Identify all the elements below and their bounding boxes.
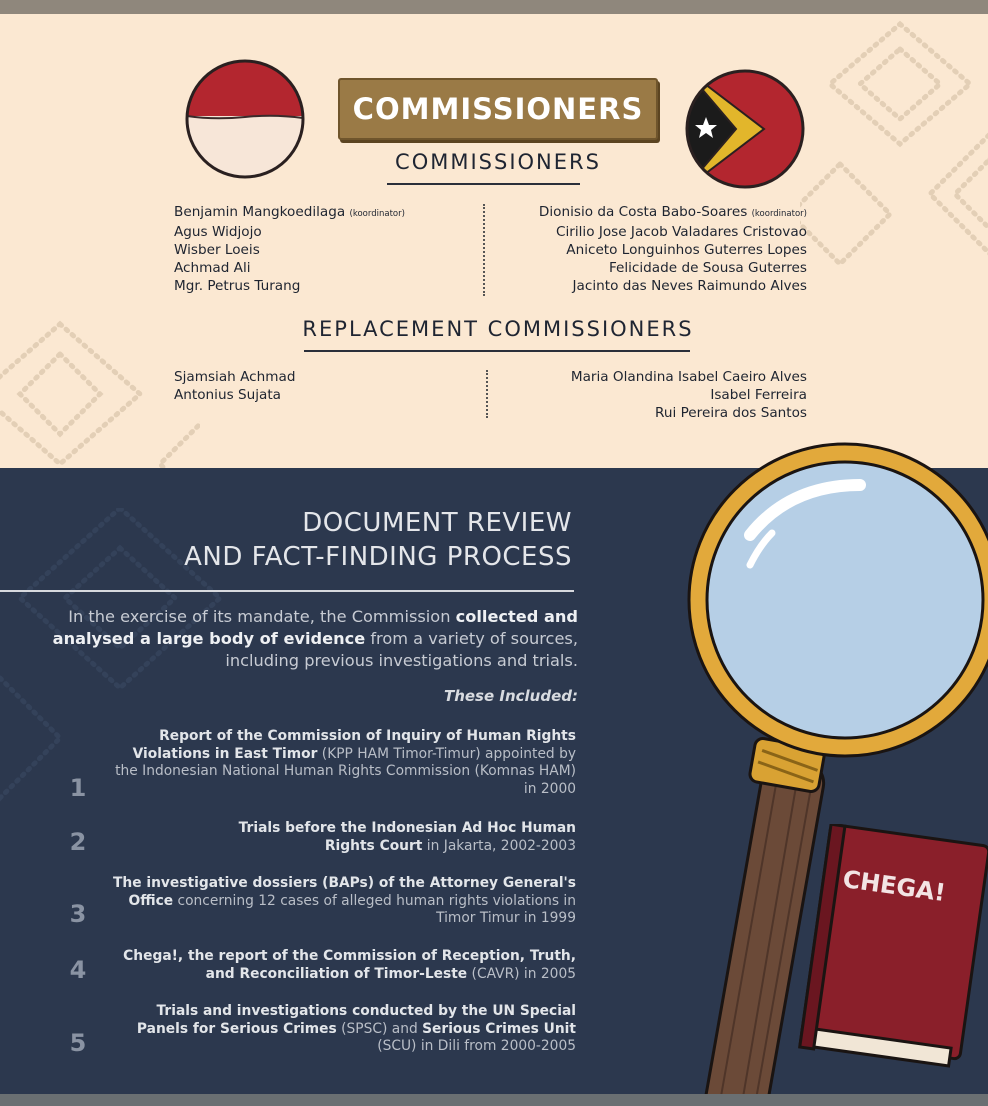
timor-leste-flag-icon	[684, 68, 806, 190]
list-item: Maria Olandina Isabel Caeiro Alves	[570, 369, 807, 385]
bottom-border	[0, 1094, 988, 1106]
timor-leste-commissioners-list	[539, 203, 807, 295]
list-item: Benjamin Mangkoedilaga (koordinator)	[174, 204, 405, 220]
indonesia-replacement-list	[174, 368, 295, 404]
item-number: 2	[69, 828, 87, 856]
evidence-item: The investigative dossiers (BAPs) of the Attorney General's Office concerning 12 cases of alleged human rights violations in Timor Timur in 1999	[112, 875, 576, 926]
list-item: Mgr. Petrus Turang	[174, 278, 301, 294]
list-item: Sjamsiah Achmad	[174, 369, 296, 385]
replacement-rule	[304, 350, 690, 352]
book-title: CHEGA!	[841, 865, 948, 908]
list-item: Antonius Sujata	[174, 387, 281, 403]
chega-book-icon	[793, 824, 988, 1076]
commissioners-rule	[387, 183, 580, 185]
evidence-item: Trials before the Indonesian Ad Hoc Human Rights Court in Jakarta, 2002-2003	[238, 820, 576, 854]
section-title: DOCUMENT REVIEW AND FACT-FINDING PROCESS	[184, 508, 572, 572]
banner-label: COMMISSIONERS	[352, 92, 644, 126]
top-border	[0, 0, 988, 14]
list-item: Aniceto Longuinhos Guterres Lopes	[566, 242, 807, 258]
list-item: Achmad Ali	[174, 260, 251, 276]
indonesia-flag-icon	[184, 58, 306, 180]
commissioners-heading: COMMISSIONERS	[395, 150, 601, 174]
commissioners-section	[0, 14, 988, 468]
column-divider	[486, 370, 488, 418]
list-item: Agus Widjojo	[174, 224, 262, 240]
evidence-item: Chega!, the report of the Commission of Reception, Truth, and Reconciliation of Timor-Leste (CAVR) in 2005	[123, 948, 576, 982]
list-item: Rui Pereira dos Santos	[655, 405, 807, 421]
item-number: 3	[69, 900, 87, 928]
item-number: 1	[69, 774, 87, 802]
evidence-item: Trials and investigations conducted by the UN Special Panels for Serious Crimes (SPSC) and Serious Crimes Unit (SCU) in Dili from 2000-2005	[136, 1003, 576, 1054]
list-item: Felicidade de Sousa Guterres	[608, 260, 807, 276]
list-item: Dionisio da Costa Babo-Soares (koordinator)	[538, 204, 807, 220]
replacement-heading: REPLACEMENT COMMISSIONERS	[302, 317, 694, 341]
tais-pattern-left	[0, 314, 200, 468]
list-item: Jacinto das Neves Raimundo Alves	[572, 278, 807, 294]
title-rule	[0, 590, 574, 592]
commissioners-banner	[338, 78, 658, 140]
list-item: Wisber Loeis	[174, 242, 260, 258]
intro-text: In the exercise of its mandate, the Commission collected and analysed a large body of evidence from a variety of sources, including previous investigations and trials.	[52, 607, 578, 670]
list-item: Isabel Ferreira	[710, 387, 807, 403]
item-number: 5	[69, 1029, 87, 1057]
item-number: 4	[69, 956, 87, 984]
tais-pattern-top-right	[800, 14, 988, 314]
column-divider	[483, 204, 485, 296]
list-item: Cirilio Jose Jacob Valadares Cristovao	[556, 224, 807, 240]
timor-leste-replacement-list	[571, 368, 807, 422]
included-label: These Included:	[443, 687, 578, 705]
evidence-item: Report of the Commission of Inquiry of Human Rights Violations in East Timor (KPP HAM Timor-Timur) appointed by the Indonesian National Human Rights Commission (Komnas HAM) in 2000	[115, 728, 576, 797]
indonesia-commissioners-list	[174, 203, 405, 295]
